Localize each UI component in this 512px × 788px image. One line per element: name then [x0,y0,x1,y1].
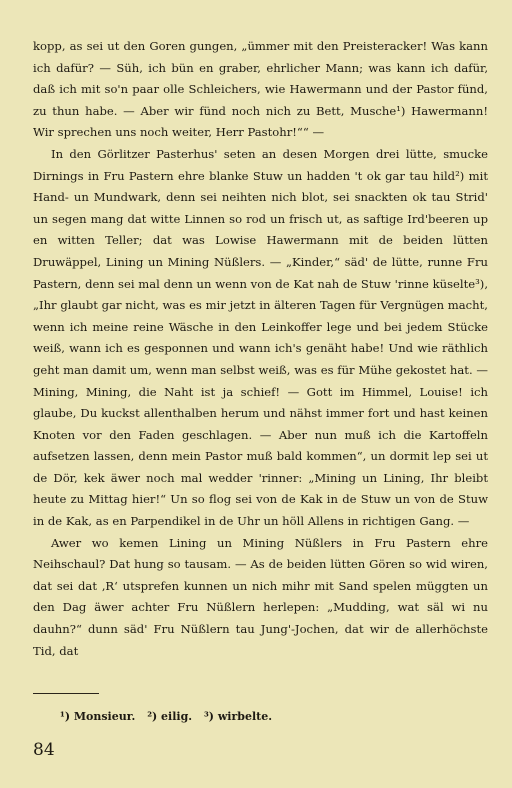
footnote-divider [33,693,99,694]
footnote: ²) eilig. [147,710,193,723]
body-text [33,36,488,662]
footnote: ³) wirbelte. [203,710,273,723]
paragraph: In den Görlitzer Pasterhus' seten an desen Morgen drei lütte, smucke Dirnings in Fru Pastern ehre blanke Stuw un hadden 't ok gar tau hild²) mit Hand- un Mundwark, denn sei neihten nich blot, sei snackten ok tau Strid' un segen mang dat witte Linnen so rod un frisch ut, as saftige Ird'beeren up en witten Teller; dat was Lowise Hawermann mit de beiden lütten Druwäppel, Lining un Mining Nüßlers. — „Kinder,“ säd' de lütte, runne Fru Pastern, denn sei mal denn un wenn von de Kat nah de Stuw 'rinne küselte³), „Ihr glaubt gar nicht, was es mir jetzt in älteren Tagen für Vergnügen macht, wenn ich meine reine Wäsche in den Leinkoffer lege und bei jedem Stücke weiß, wann ich es gesponnen und wann ich's genäht habe! Und wie räthlich geht man damit um, wenn man selbst weiß, was es für Mühe gekostet hat. — Mining, Mining, die Naht ist ja schief! — Gott im Himmel, Louise! ich glaube, Du kuckst allenthalben herum und nähst immer fort und hast keinen Knoten vor den Faden geschlagen. — Aber nun muß ich die Kartoffeln aufsetzen lassen, denn mein Pastor muß bald kommen“, un dormit lep sei ut de Dör, kek äwer noch mal wedder 'rinner: „Mining un Lining, Ihr bleibt heute zu Mittag hier!“ Un so flog sei von de Kak in de Stuw un von de Stuw in de Kak, as en Parpendikel in de Uhr un höll Allens in richtigen Gang. — [33,146,488,529]
paragraph: Awer wo kemen Lining un Mining Nüßlers in Fru Pastern ehre Neihschaul? Dat hung so tausam. — As de beiden lütten Gören so wid wiren, dat sei dat ‚R‘ utsprefen kunnen un nich mihr mit Sand spelen müggten un den Dag äwer achter Fru Nüßlern herlepen: „Mudding, wat säl wi nu dauhn?“ dunn säd' Fru Nüßlern tau Jung'-Jochen, dat wir de allerhöchste Tid, dat [33,535,488,658]
page-number: 84 [33,740,55,760]
paragraph: kopp, as sei ut den Goren gungen, „ümmer mit den Preisteracker! Was kann ich dafür? — Süh, ich bün en graber, ehrlicher Mann; was kann ich dafür, daß ich mit so'n paar olle Schleichers, wie Hawermann und der Pastor fünd, zu thun habe. — Aber wir fünd noch nich zu Bett, Musche¹) Hawermann! Wir sprechen uns noch weiter, Herr Pastohr!““ — [33,39,488,140]
footnote: ¹) Monsieur. [60,710,136,723]
footnotes [60,710,280,723]
